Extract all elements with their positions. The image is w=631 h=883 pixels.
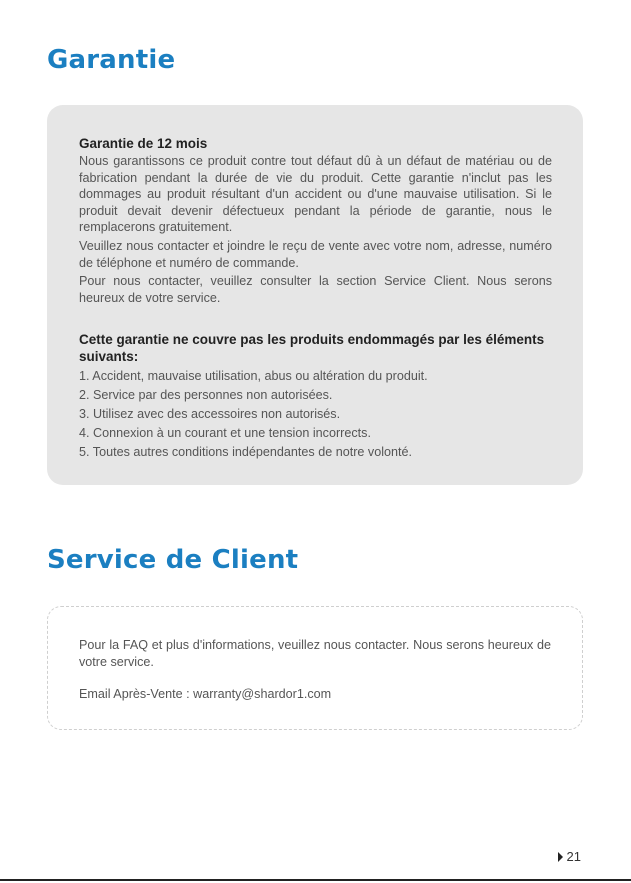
service-title: Service de Client (47, 545, 299, 575)
exclusions-list (79, 367, 552, 462)
page-number (558, 849, 581, 864)
warranty-heading: Garantie de 12 mois (79, 136, 208, 151)
warranty-box (47, 105, 583, 485)
list-item: 5. Toutes autres conditions indépendantes de notre volonté. (79, 445, 413, 460)
garantie-title: Garantie (47, 45, 176, 75)
warranty-paragraph-2: Veuillez nous contacter et joindre le reçu de vente avec votre nom, adresse, numéro de téléphone et numéro de commande. (79, 238, 552, 270)
exclusions-heading: Cette garantie ne couvre pas les produits endommagés par les éléments suivants: (79, 332, 545, 365)
page-number-label: 21 (566, 849, 581, 864)
service-box (47, 606, 583, 730)
list-item: 2. Service par des personnes non autorisées. (79, 388, 333, 403)
list-item: 1. Accident, mauvaise utilisation, abus ou altération du produit. (79, 369, 428, 384)
list-item: 3. Utilisez avec des accessoires non autorisés. (79, 407, 341, 422)
warranty-paragraph-3: Pour nous contacter, veuillez consulter la section Service Client. Nous serons heureux de votre service. (79, 274, 552, 305)
triangle-right-icon (558, 852, 563, 862)
bottom-divider (0, 879, 631, 881)
service-paragraph: Pour la FAQ et plus d'informations, veuillez nous contacter. Nous serons heureux de votre service. (79, 638, 551, 669)
list-item: 4. Connexion à un courant et une tension incorrects. (79, 426, 371, 441)
service-email: Email Après-Vente : warranty@shardor1.com (79, 687, 332, 702)
warranty-paragraph-1: Nous garantissons ce produit contre tout défaut dû à un défaut de matériau ou de fabrication pendant la durée de vie du produit. Cette garantie n'inclut pas les dommages au produit résultant d'un accident ou d'une mauvaise utilisation. Si le produit devait devenir défectueux pendant la période de garantie, nous le remplacerons gratuitement. (79, 154, 552, 235)
